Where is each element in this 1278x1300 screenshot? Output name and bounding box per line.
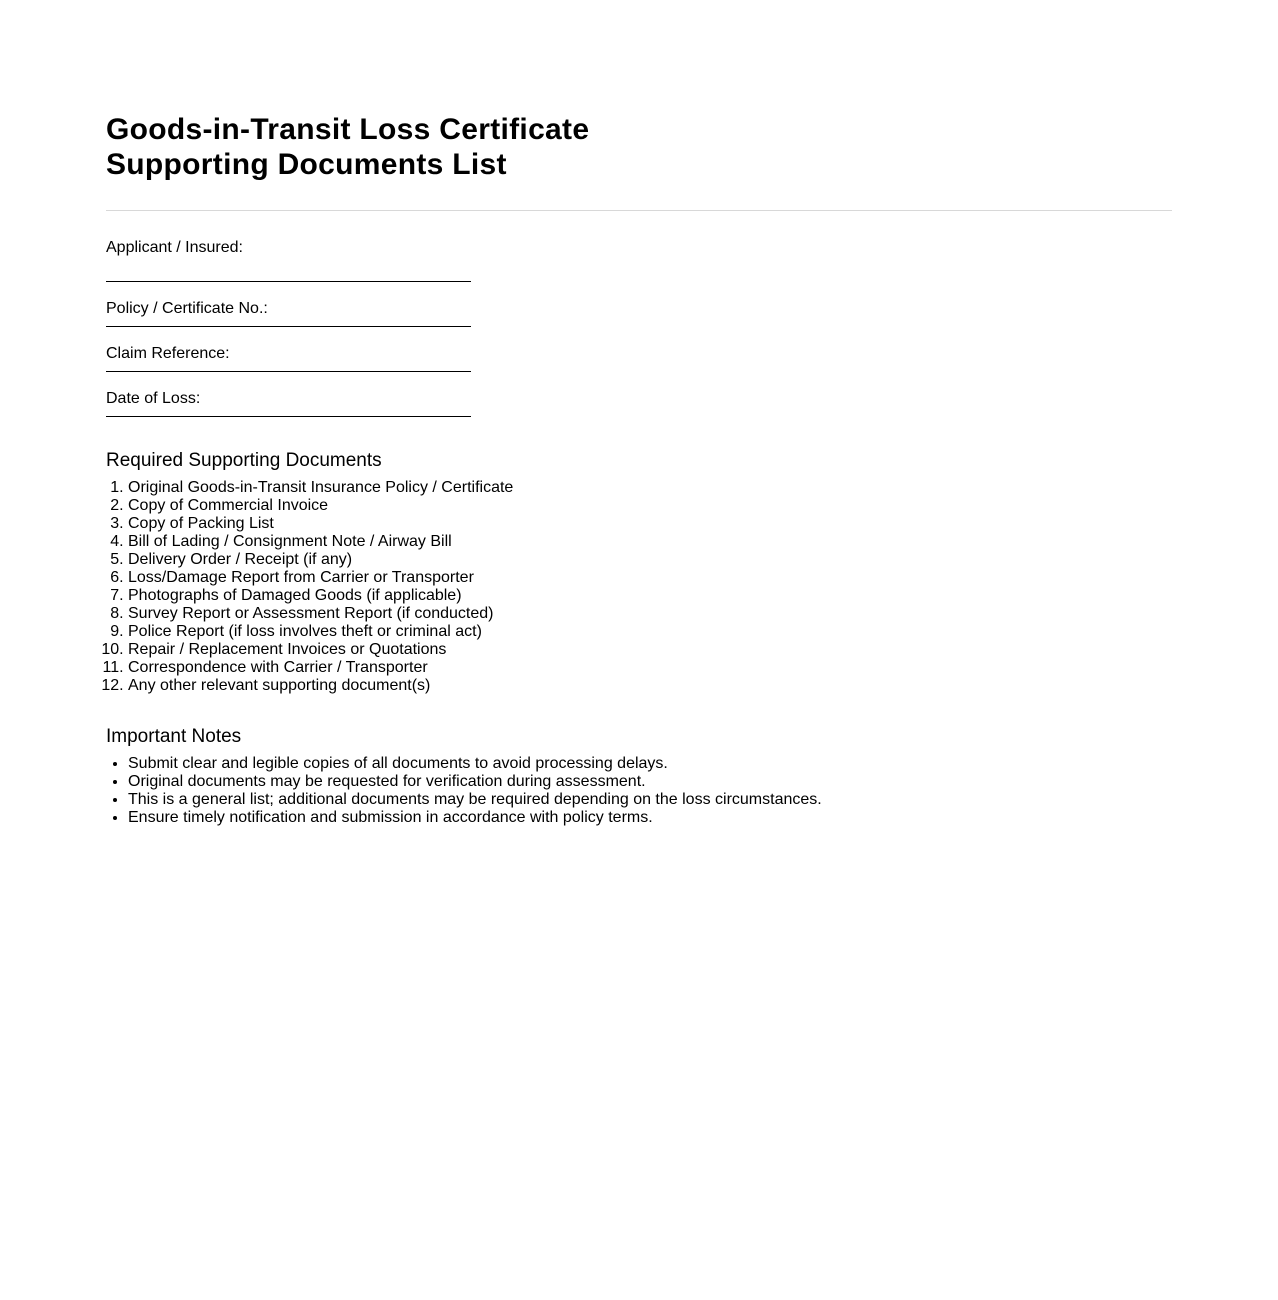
list-item: 2. Copy of Commercial Invoice — [128, 497, 1172, 515]
important-notes-list — [106, 755, 1172, 827]
list-item: • This is a general list; additional documents may be required depending on the loss circumstances. — [128, 791, 1172, 809]
date-of-loss-field[interactable] — [106, 373, 471, 417]
claim-reference-label: Claim Reference: — [106, 345, 230, 362]
title-divider — [106, 210, 1172, 211]
title-line-2: Supporting Documents List — [106, 148, 507, 181]
list-item: • Original documents may be requested for verification during assessment. — [128, 773, 1172, 791]
list-item: 12. Any other relevant supporting document(s) — [128, 677, 1172, 695]
applicant-label: Applicant / Insured: — [106, 239, 243, 256]
title-line-1: Goods-in-Transit Loss Certificate — [106, 113, 590, 146]
applicant-field[interactable] — [106, 239, 471, 282]
list-item: 1. Original Goods-in-Transit Insurance Policy / Certificate — [128, 479, 1172, 497]
list-item: 9. Police Report (if loss involves theft or criminal act) — [128, 623, 1172, 641]
list-item: 7. Photographs of Damaged Goods (if applicable) — [128, 587, 1172, 605]
required-documents-list — [106, 479, 1172, 695]
list-item: 11. Correspondence with Carrier / Transporter — [128, 659, 1172, 677]
important-notes-heading: Important Notes — [106, 726, 242, 747]
list-item: 4. Bill of Lading / Consignment Note / Airway Bill — [128, 533, 1172, 551]
list-item: 10. Repair / Replacement Invoices or Quotations — [128, 641, 1172, 659]
claim-reference-field[interactable] — [106, 328, 471, 372]
list-item: 3. Copy of Packing List — [128, 515, 1172, 533]
policy-number-label: Policy / Certificate No.: — [106, 300, 268, 317]
policy-number-field[interactable] — [106, 283, 471, 327]
date-of-loss-label: Date of Loss: — [106, 390, 201, 407]
list-item: 5. Delivery Order / Receipt (if any) — [128, 551, 1172, 569]
required-documents-heading: Required Supporting Documents — [106, 450, 382, 471]
list-item: • Submit clear and legible copies of all documents to avoid processing delays. — [128, 755, 1172, 773]
claim-fields — [106, 239, 471, 417]
list-item: 8. Survey Report or Assessment Report (if conducted) — [128, 605, 1172, 623]
list-item: 6. Loss/Damage Report from Carrier or Transporter — [128, 569, 1172, 587]
list-item: • Ensure timely notification and submission in accordance with policy terms. — [128, 809, 1172, 827]
document-title — [106, 112, 666, 182]
